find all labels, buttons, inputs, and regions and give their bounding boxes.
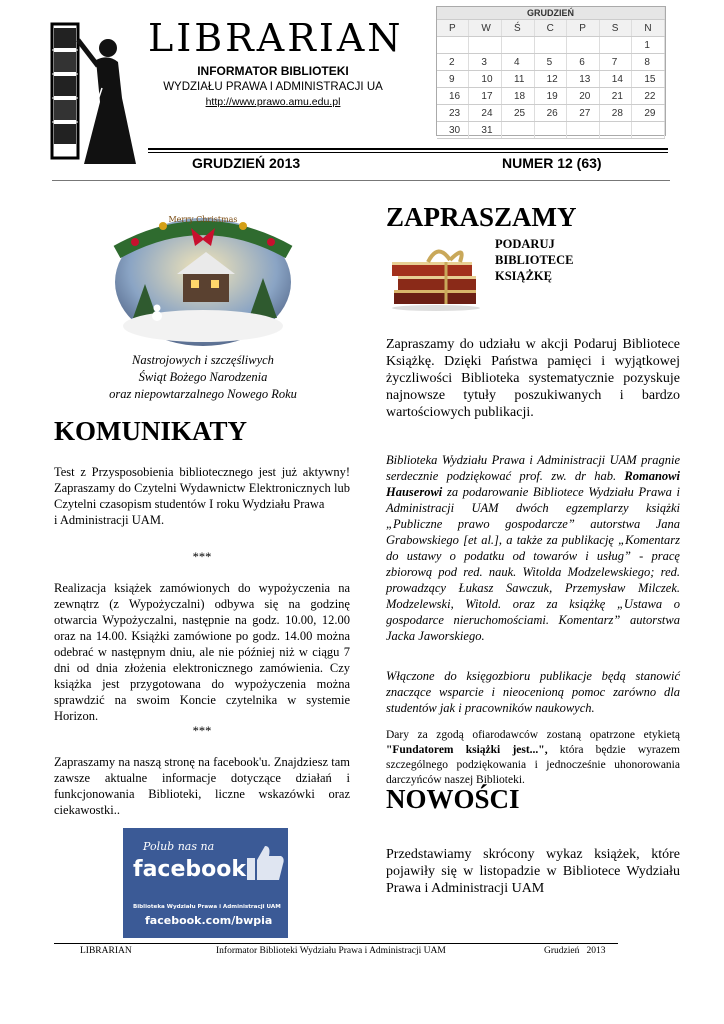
- calendar-day-header: S: [599, 20, 632, 37]
- greeting-line: Nastrojowych i szczęśliwych: [132, 353, 274, 367]
- donor-name: Romanowi Hauserowi: [386, 469, 680, 499]
- komunikaty-paragraph-1-end: i Administracji UAM.: [54, 513, 165, 527]
- calendar-cell: 2: [437, 54, 469, 71]
- issue-date: GRUDZIEŃ 2013: [192, 155, 301, 171]
- nowosci-heading: NOWOŚCI: [386, 784, 520, 814]
- december-calendar: [436, 6, 666, 136]
- calendar-cell: 21: [599, 88, 632, 105]
- facebook-org-name: Biblioteka Wydziału Prawa i Administracji UAM: [133, 904, 281, 910]
- calendar-cell: 13: [567, 71, 600, 88]
- calendar-cell: 26: [534, 105, 567, 122]
- gift-books-image: [388, 238, 490, 312]
- website-link[interactable]: http://www.prawo.amu.edu.pl: [205, 96, 341, 108]
- facebook-wordmark: facebook: [133, 857, 246, 882]
- calendar-cell: [502, 122, 535, 139]
- holiday-greeting: [80, 352, 326, 403]
- komunikaty-heading: KOMUNIKATY: [54, 416, 247, 446]
- donor-label: "Fundatorem książki jest...",: [386, 744, 548, 756]
- calendar-cell: 18: [502, 88, 535, 105]
- calendar-cell: 17: [469, 88, 502, 105]
- footer-title: LIBRARIAN: [80, 946, 132, 956]
- calendar-cell: [534, 37, 567, 54]
- komunikaty-paragraph-1: [54, 464, 350, 528]
- calendar-cell: [469, 37, 502, 54]
- calendar-cell: 22: [632, 88, 665, 105]
- calendar-cell: 28: [599, 105, 632, 122]
- gifts-paragraph: [386, 728, 680, 788]
- calendar-cell: 7: [599, 54, 632, 71]
- section-separator: ***: [192, 724, 212, 738]
- calendar-cell: [567, 37, 600, 54]
- nowosci-paragraph: Przedstawiamy skrócony wykaz książek, które pojawiły się w listopadzie w Bibliotece Wydziału Prawa i Administracji UAM: [386, 847, 680, 896]
- gifts-text-start: Dary za zgodą ofiarodawców zostaną opatrzone etykietą: [386, 729, 680, 741]
- caption-line: PODARUJ: [495, 237, 555, 251]
- included-paragraph: Włączone do księgozbioru publikacje będą stanowić znaczące wsparcie i nieocenioną pomoc zarówno dla studentów jak i pracowników naukowych.: [386, 669, 680, 715]
- calendar-cell: 24: [469, 105, 502, 122]
- header-rule-thin: [148, 152, 668, 153]
- calendar-cell: [502, 37, 535, 54]
- caption-line: KSIĄŻKĘ: [495, 269, 552, 283]
- greeting-line: Świąt Bożego Narodzenia: [138, 370, 268, 384]
- issue-number: NUMER 12 (63): [502, 155, 602, 171]
- facebook-banner[interactable]: [123, 828, 288, 938]
- facebook-link[interactable]: facebook.com/bwpia: [145, 914, 273, 927]
- zapraszamy-paragraph: Zapraszamy do udziału w akcji Podaruj Bibliotece Książkę. Dzięki Państwa pamięci i wyjątkowej życzliwości Biblioteka systematycznie pozyskuje najnowsze tytuły poszukiwanych i bardzo wartościowych publikacji.: [386, 337, 680, 420]
- calendar-cell: 29: [632, 105, 665, 122]
- calendar-cell: 16: [437, 88, 469, 105]
- footer-rule: [54, 943, 618, 944]
- calendar-cell: 25: [502, 105, 535, 122]
- issue-rule: [52, 180, 670, 181]
- calendar-cell: [437, 37, 469, 54]
- christmas-card-text: Merry Christmas: [168, 215, 238, 224]
- thanks-paragraph: [386, 452, 680, 644]
- calendar-day-header: P: [437, 20, 469, 37]
- calendar-month: GRUDZIEŃ: [437, 7, 665, 20]
- footer-description: Informator Biblioteki Wydziału Prawa i Administracji UAM: [216, 946, 446, 956]
- calendar-cell: 30: [437, 122, 469, 139]
- caption-line: BIBLIOTECE: [495, 253, 574, 267]
- calendar-cell: 6: [567, 54, 600, 71]
- gifts-text-end: która będzie wyrazem szczególnego podziękowania i jednocześnie uhonorowania darczyńców naszej Biblioteki.: [386, 744, 680, 786]
- facebook-like-text: Polub nas na: [143, 840, 215, 853]
- komunikaty-paragraph-3: Zapraszamy na naszą stronę na facebook'u. Znajdziesz tam zawsze aktualne informacje dotyczące działań i funkcjonowania Biblioteki, liczne wskazówki oraz ciekawostki..: [54, 755, 350, 817]
- calendar-cell: [632, 122, 665, 139]
- calendar-cell: 9: [437, 71, 469, 88]
- calendar-cell: 27: [567, 105, 600, 122]
- thanks-text-end: za podarowanie Bibliotece Wydziału Prawa i Administracji UAM dwóch egzemplarzy książki „Publiczne prawo gospodarcze” autorstwa Jana Grabowskiego [et al.], a także za publikację „Komentarz do ustawy o podatku od towarów i usług” - pracę zbiorową pod red. nauk. Witolda Modzelewskiego; red. prowadzący Łukasz Sawczuk, Przemysław Milczek. Modzelewski, Witold. oraz za książkę „Ustawa o gospodarce nieruchomościami. Komentarz” autorstwa Jacka Jaworskiego.: [386, 485, 680, 643]
- donate-book-caption: [495, 236, 605, 284]
- calendar-cell: 8: [632, 54, 665, 71]
- calendar-cell: 11: [502, 71, 535, 88]
- header-rule: [148, 148, 668, 150]
- newsletter-title: LIBRARIAN: [148, 16, 404, 60]
- calendar-cell: 15: [632, 71, 665, 88]
- calendar-cell: 1: [632, 37, 665, 54]
- zapraszamy-heading: ZAPRASZAMY: [386, 202, 577, 232]
- calendar-day-header: N: [632, 20, 665, 37]
- calendar-cell: [599, 122, 632, 139]
- calendar-cell: [567, 122, 600, 139]
- calendar-cell: 12: [534, 71, 567, 88]
- calendar-cell: 14: [599, 71, 632, 88]
- calendar-day-header: P: [567, 20, 600, 37]
- greeting-line: oraz niepowtarzalnego Nowego Roku: [109, 387, 297, 401]
- calendar-day-header: W: [469, 20, 502, 37]
- komunikaty-paragraph-2: Realizacja książek zamówionych do wypożyczenia na zewnątrz (z Wypożyczalni) odbywa się na godzinę otwarcia Wypożyczalni, następnie na godz. 10.00, 12.00 oraz na 14.00. Książki zamówione po godz. 14.00 można odebrać w następnym dniu, ale nie później niż w ciągu 7 dni od dnia złożenia elektronicznego zamówienia. Czy książka jest przygotowana do wypożyczenia można sprawdzić na swoim Koncie czytelnika w systemie Horizon.: [54, 581, 350, 723]
- christmas-card-image: [113, 208, 293, 348]
- newsletter-subtitle: INFORMATOR BIBLIOTEKI: [197, 64, 349, 78]
- komunikaty-paragraph-1-text: Test z Przysposobienia bibliotecznego jest już aktywny! Zapraszamy do Czytelni Wydawnictw Elektronicznych lub Czytelni czasopism studentów I roku Wydziału Prawa: [54, 465, 350, 511]
- department-name: WYDZIAŁU PRAWA I ADMINISTRACJI UA: [163, 81, 383, 93]
- calendar-day-header: C: [534, 20, 567, 37]
- calendar-day-header: Ś: [502, 20, 535, 37]
- calendar-cell: 5: [534, 54, 567, 71]
- librarian-logo-illustration: [48, 18, 140, 168]
- calendar-cell: 3: [469, 54, 502, 71]
- calendar-cell: [534, 122, 567, 139]
- calendar-cell: 19: [534, 88, 567, 105]
- section-separator: ***: [192, 550, 212, 564]
- footer-date: Grudzień 2013: [544, 946, 606, 956]
- calendar-cell: 4: [502, 54, 535, 71]
- calendar-cell: 20: [567, 88, 600, 105]
- calendar-cell: 23: [437, 105, 469, 122]
- calendar-cell: [599, 37, 632, 54]
- thanks-text-start: Biblioteka Wydziału Prawa i Administracji UAM pragnie serdecznie podziękować prof. zw. dr hab.: [386, 453, 680, 483]
- calendar-cell: 10: [469, 71, 502, 88]
- calendar-cell: 31: [469, 122, 502, 139]
